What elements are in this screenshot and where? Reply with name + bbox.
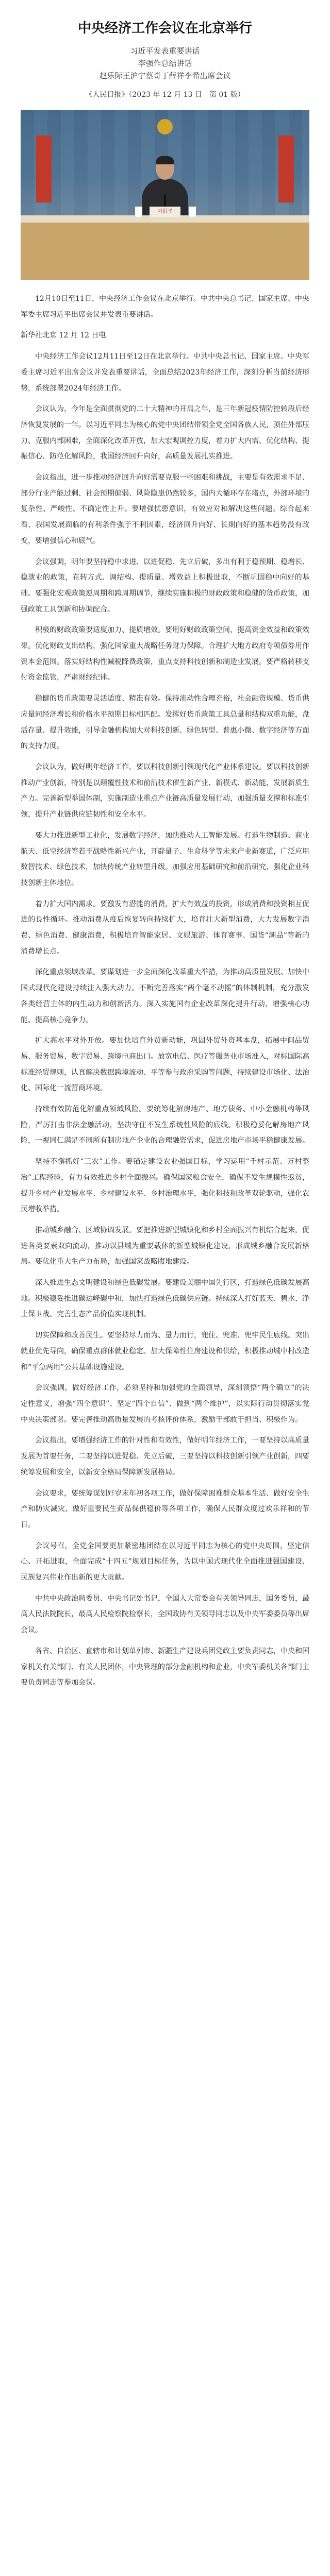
article-header xyxy=(0,0,330,99)
body-paragraph: 会议要求，要统筹谋划好岁末年初各项工作，做好保障困难群众基本生活、做好安全生产和防灾减灾、做好重要民生商品保供稳价等各项工作，确保人民群众度过欢乐祥和的节日。 xyxy=(21,1489,309,1529)
body-paragraph: 12月10日至11日，中央经济工作会议在北京举行。中共中央总书记、国家主席、中央军委主席习近平出席会议并发表重要讲话。 xyxy=(21,295,309,319)
body-paragraph: 坚持不懈抓好“三农”工作。要锚定建设农业强国目标，学习运用“千村示范、万村整治”工程经验，有力有效推进乡村全面振兴。确保国家粮食安全，确保不发生规模性返贫，提升乡村产业发展水平、乡村建设水平、乡村治理水平，强化科技和改革双轮驱动，强化农民增收举措。 xyxy=(21,1158,309,1214)
body-paragraph: 会议指出，要增强经济工作的针对性和有效性，做好明年经济工作，一要坚持以高质量发展为首要任务，二要坚持以进促稳、先立后破，三要坚持以科技创新引领产业创新，四要统筹发展和安全，以新安全格局保障新发展格局。 xyxy=(21,1436,309,1477)
body-paragraph: 会议号召，全党全国要更加紧密地团结在以习近平同志为核心的党中央周围，坚定信心、开拓进取，全面完成“十四五”规划目标任务，为以中国式现代化全面推进强国建设、民族复兴伟业作出新的更大贡献。 xyxy=(21,1541,309,1582)
subtitle-line: 赵乐际王沪宁蔡奇丁薛祥李希出席会议 xyxy=(99,71,231,80)
body-paragraph: 会议认为，今年是全面贯彻党的二十大精神的开局之年，是三年新冠疫情防控转段后经济恢复发展的一年。以习近平同志为核心的党中央团结带领全党全国各族人民，顶住外部压力、克服内部困难，全面深化改革开放，加大宏观调控力度，着力扩大内需、优化结构、提振信心、防范化解风险，我国经济回升向好，高质量发展扎实推进。 xyxy=(21,405,309,461)
body-paragraph: 切实保障和改善民生。要坚持尽力而为、量力而行，兜住、兜准、兜牢民生底线。突出就业优先导向，确保重点群体就业稳定。加大保障性住房建设和供给，积极推动城中村改造和“平急两用”公共基础设施建设。 xyxy=(21,1331,309,1371)
dateline: 新华社北京 12 月 12 日电 xyxy=(21,331,106,340)
national-emblem-icon xyxy=(157,119,173,134)
body-paragraph: 会议强调，明年要坚持稳中求进、以进促稳、先立后破，多出有利于稳预期、稳增长、稳就业的政策，在转方式、调结构、提质量、增效益上积极进取，不断巩固稳中向好的基础。要强化宏观政策逆周期和跨周期调节，继续实施积极的财政政策和稳健的货币政策，加强政策工具创新和协调配合。 xyxy=(21,557,309,614)
nameplate: 习近平 xyxy=(150,207,180,217)
red-flag-icon xyxy=(278,135,294,202)
body-paragraph: 着力扩大国内需求。要激发有潜能的消费，扩大有效益的投资，形成消费和投资相互促进的良性循环。推动消费从疫后恢复转向持续扩大，培育壮大新型消费，大力发展数字消费、绿色消费、健康消费，积极培育智能家居、文娱旅游、体育赛事、国货“潮品”等新的消费增长点。 xyxy=(21,900,309,956)
body-paragraph: 稳健的货币政策要灵活适度、精准有效。保持流动性合理充裕，社会融资规模、货币供应量同经济增长和价格水平预期目标相匹配。发挥好货币政策工具总量和结构双重功能，盘活存量、提升效能，引导金融机构加大对科技创新、绿色转型、普惠小微、数字经济等方面的支持力度。 xyxy=(21,694,309,751)
body-paragraph: 各省、自治区、直辖市和计划单列市、新疆生产建设兵团党政主要负责同志，中央和国家机关有关部门、有关人民团体，中央管理的部分金融机构和企业，中央军委机关各部门主要负责同志等参加会议。 xyxy=(21,1647,309,1687)
tea-cup-icon xyxy=(189,207,196,217)
tea-cup-icon xyxy=(135,207,142,217)
red-flag-icon xyxy=(36,135,52,202)
article-body xyxy=(0,280,330,1691)
subtitle-line: 习近平发表重要讲话 xyxy=(130,46,200,56)
body-paragraph: 要大力推进新型工业化，发展数字经济，加快推动人工智能发展。打造生物制造、商业航天、低空经济等若干战略性新兴产业，开辟量子、生命科学等未来产业新赛道，广泛应用数智技术、绿色技术，加快传统产业转型升级。加强应用基础研究和前沿研究，强化企业科技创新主体地位。 xyxy=(21,831,309,887)
body-paragraph: 中央经济工作会议12月11日至12日在北京举行。中共中央总书记、国家主席、中央军委主席习近平出席会议并发表重要讲话，全面总结2023年经济工作，深刻分析当前经济形势，系统部署2024年经济工作。 xyxy=(21,352,309,393)
body-paragraph: 推动城乡融合、区域协调发展。要把推进新型城镇化和乡村全面振兴有机结合起来，促进各类要素双向流动，推动以县城为重要载体的新型城镇化建设，形成城乡融合发展新格局。要优化重大生产力布局，加强国家战略腹地建设。 xyxy=(21,1226,309,1266)
body-paragraph: 持续有效防范化解重点领域风险。要统筹化解房地产、地方债务、中小金融机构等风险，严厉打击非法金融活动，坚决守住不发生系统性风险的底线。积极稳妥化解房地产风险，一视同仁满足不同所有制房地产企业的合理融资需求，促进房地产市场平稳健康发展。 xyxy=(21,1105,309,1145)
body-paragraph: 会议指出，进一步推动经济回升向好需要克服一些困难和挑战，主要是有效需求不足、部分行业产能过剩、社会预期偏弱、风险隐患仍然较多，国内大循环存在堵点，外部环境的复杂性、严峻性、不确定性上升。要增强忧患意识，有效应对和解决这些问题。综合起来看，我国发展面临的有利条件强于不利因素，经济回升向好、长期向好的基本趋势没有改变，要增强信心和底气。 xyxy=(21,473,309,545)
podium-desk xyxy=(21,215,309,280)
source-line: 《人民日报》（2023 年 12 月 13 日 第 01 版） xyxy=(85,91,245,99)
body-paragraph: 深化重点领域改革。要谋划进一步全面深化改革重大举措，为推动高质量发展、加快中国式现代化建设持续注入强大动力。不断完善落实“两个毫不动摇”的体制机制，充分激发各类经营主体的内生动力和创新活力。深入实施国有企业改革深化提升行动，增强核心功能、提高核心竞争力。 xyxy=(21,968,309,1024)
subtitle-line: 李强作总结讲话 xyxy=(138,59,192,68)
meeting-photo xyxy=(21,110,309,280)
body-paragraph: 中共中央政治局委员、中央书记处书记，全国人大常委会有关领导同志，国务委员，最高人民法院院长，最高人民检察院检察长，全国政协有关领导同志以及中央军委委员等出席会议。 xyxy=(21,1594,309,1635)
body-paragraph: 扩大高水平对外开放。要加快培育外贸新动能，巩固外贸外资基本盘，拓展中间品贸易、服务贸易、数字贸易、跨境电商出口。放宽电信、医疗等服务业市场准入，对标国际高标准经贸规则，认真解决数据跨境流动、平等参与政府采购等问题，持续建设市场化、法治化、国际化一流营商环境。 xyxy=(21,1037,309,1093)
body-paragraph: 积极的财政政策要适度加力、提质增效。要用好财政政策空间，提高资金效益和政策效果。优化财政支出结构，强化国家重大战略任务财力保障。合理扩大地方政府专项债券用作资本金范围。落实好结构性减税降费政策，重点支持科技创新和制造业发展。要严格转移支付资金监管，严肃财经纪律。 xyxy=(21,626,309,682)
body-paragraph: 深入推进生态文明建设和绿色低碳发展。要建设美丽中国先行区，打造绿色低碳发展高地。积极稳妥推进碳达峰碳中和，加快打造绿色低碳供应链。持续深入打好蓝天、碧水、净土保卫战。完善生态产品价值实现机制。 xyxy=(21,1279,309,1319)
body-paragraph: 会议认为，做好明年经济工作，要以科技创新引领现代化产业体系建设。要以科技创新推动产业创新，特别是以颠覆性技术和前沿技术催生新产业、新模式、新动能，发展新质生产力。完善新型举国体制，实施制造业重点产业链高质量发展行动，加强质量支撑和标准引领，提升产业链供应链韧性和安全水平。 xyxy=(21,762,309,819)
page-title: 中央经济工作会议在北京举行 xyxy=(77,21,252,36)
body-paragraph: 会议强调，做好经济工作，必须坚持和加强党的全面领导，深刻领悟“两个确立”的决定性意义，增强“四个意识”、坚定“四个自信”、做到“两个维护”，以实际行动贯彻落实党中央决策部署。要完善推动高质量发展的考核评价体系，激励干部敢于担当、积极作为。 xyxy=(21,1384,309,1424)
